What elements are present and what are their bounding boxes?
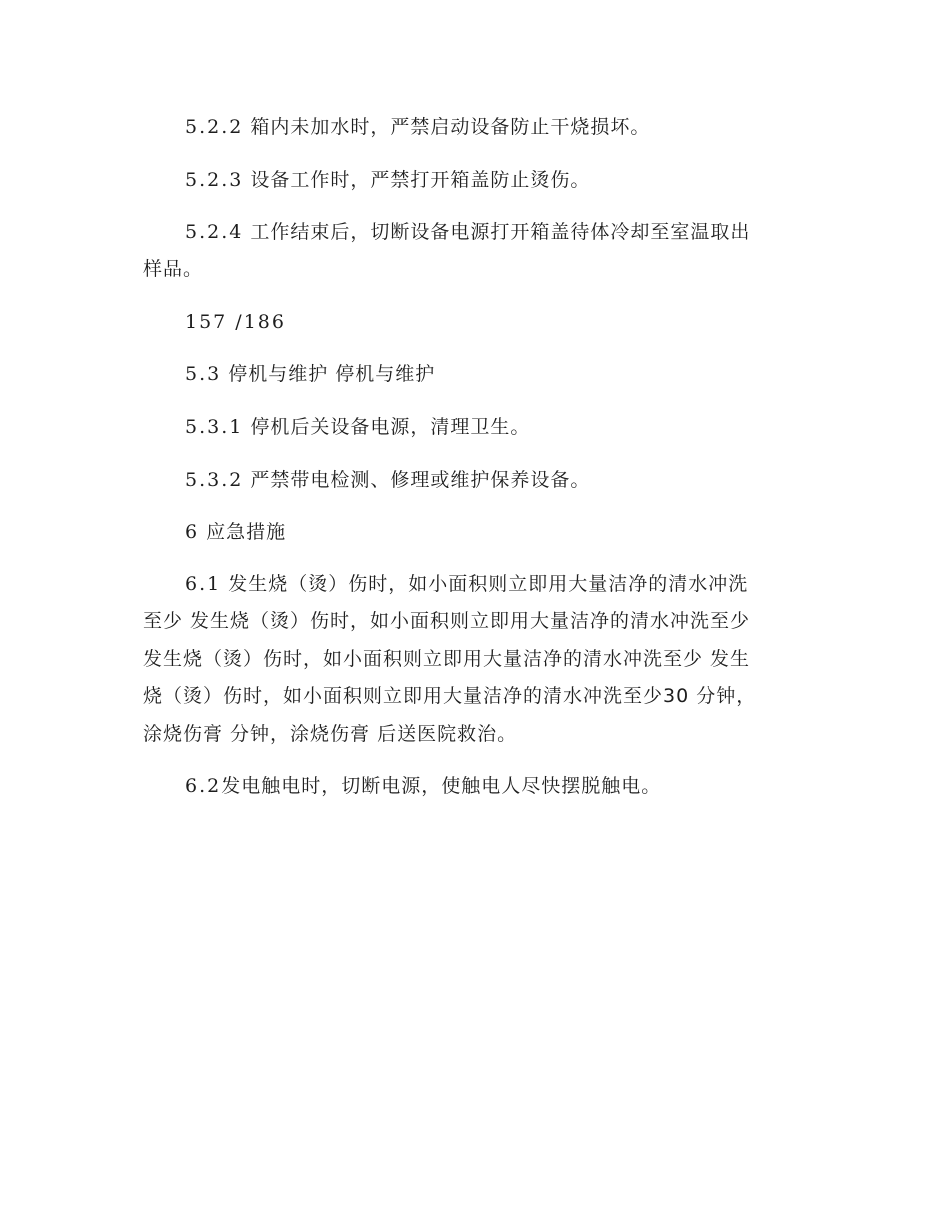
heading-text: 应急措施 (206, 521, 287, 543)
section-number: 6.2 (185, 775, 222, 797)
section-number: 5.3 (185, 363, 222, 385)
section-number: 5.3.1 (185, 416, 244, 438)
paragraph-text: 发电触电时，切断电源，使触电人尽快摆脱触电。 (221, 775, 662, 797)
paragraph-text: 严禁带电检测、修理或维护保养设备。 (250, 469, 591, 491)
heading-text: 停机与维护 停机与维护 (228, 363, 436, 385)
page-number: 157 /186 (185, 311, 286, 333)
paragraph-6-1-line-3: 发生烧（烫）伤时，如小面积则立即用大量洁净的清水冲洗至少 发生 (143, 648, 751, 670)
section-number: 5.3.2 (185, 469, 244, 491)
section-number: 5.2.2 (185, 116, 244, 138)
paragraph-text: 箱内未加水时，严禁启动设备防止干烧损坏。 (250, 116, 651, 138)
paragraph-6-2 (185, 773, 661, 799)
paragraph-6-1-line-2: 至少 发生烧（烫）伤时，如小面积则立即用大量洁净的清水冲洗至少 (143, 610, 751, 632)
heading-6 (185, 519, 286, 545)
paragraph-text: 设备工作时，严禁打开箱盖防止烫伤。 (250, 169, 591, 191)
paragraph-5-3-1 (185, 414, 530, 440)
paragraph-text: 工作结束后，切断设备电源打开箱盖待体冷却至室温取出 (250, 221, 751, 243)
paragraph-5-2-4-line-1 (185, 219, 750, 245)
section-number: 5.2.3 (185, 169, 244, 191)
paragraph-5-2-4-line-2: 样品。 (143, 258, 204, 280)
paragraph-6-1-line-5: 涂烧伤膏 分钟，涂烧伤膏 后送医院救治。 (143, 723, 518, 745)
section-number: 5.2.4 (185, 221, 244, 243)
paragraph-text: 停机后关设备电源，清理卫生。 (250, 416, 531, 438)
paragraph-text: 发生烧（烫）伤时，如小面积则立即用大量洁净的清水冲洗 (228, 573, 749, 595)
paragraph-5-3-2 (185, 467, 590, 493)
paragraph-6-1-line-1 (185, 571, 748, 597)
section-number: 6 (185, 521, 200, 543)
paragraph-5-2-3 (185, 167, 590, 193)
heading-5-3 (185, 361, 435, 387)
paragraph-6-1-line-4: 烧（烫）伤时，如小面积则立即用大量洁净的清水冲洗至少30 分钟， (143, 685, 757, 707)
paragraph-5-2-2 (185, 114, 650, 140)
section-number: 6.1 (185, 573, 222, 595)
